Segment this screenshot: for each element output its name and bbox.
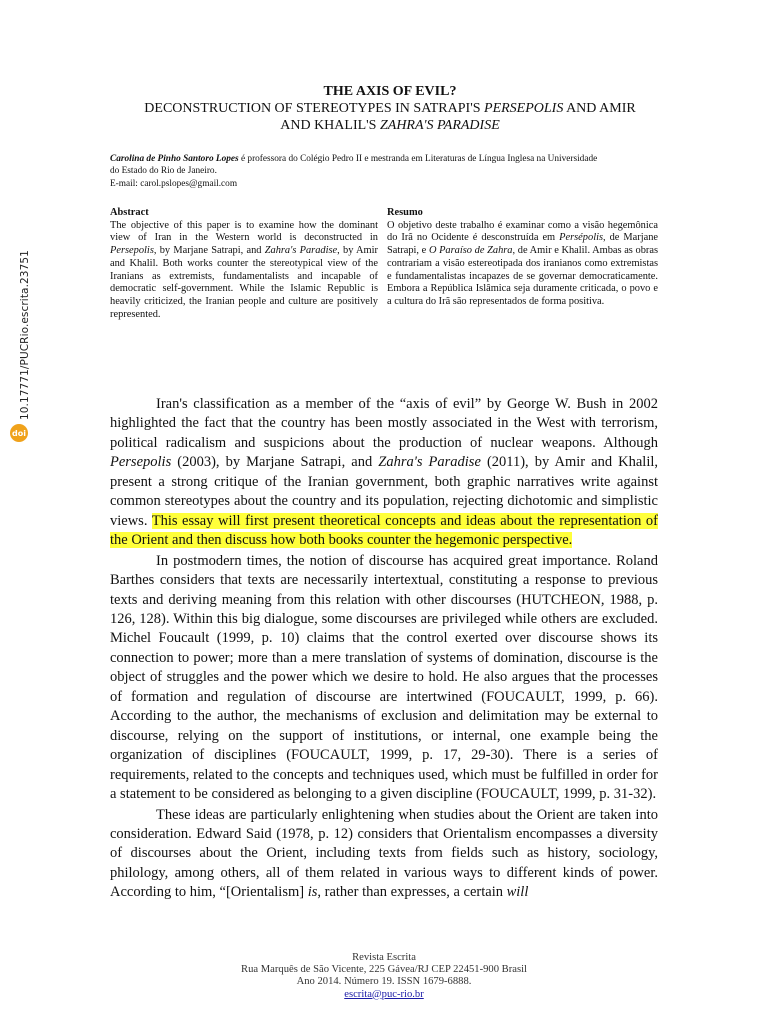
author-bio-text: é professora do Colégio Pedro II e mestranda em Literaturas de Língua Inglesa na Universidade — [238, 154, 598, 164]
resumo-section — [387, 207, 658, 309]
resumo-italic: O Paraíso de Zahra — [428, 245, 513, 257]
title-text: AND KHALIL'S — [280, 118, 380, 133]
abstract-italic: Persepolis — [110, 245, 154, 257]
title-line-1: THE AXIS OF EVIL? — [323, 84, 457, 99]
doi-link[interactable]: 10.17771/PUCRio.escrita.23751 — [19, 250, 31, 420]
resumo-span: O objetivo deste trabalho é examinar como a visão hegemônica do Irã no Ocidente é desconstruída em — [387, 219, 658, 244]
body-italic: Zahra's Paradise — [378, 454, 481, 471]
body-italic: Persepolis — [110, 454, 172, 471]
abstract-heading: Abstract — [110, 207, 149, 218]
body-italic: is — [307, 884, 318, 901]
title-italic: ZAHRA'S PARADISE — [379, 118, 500, 133]
paper-title — [100, 83, 680, 134]
doi-icon: doi — [10, 424, 28, 442]
footer-journal: Revista Escrita — [352, 952, 416, 963]
author-name: Carolina de Pinho Santoro Lopes — [110, 154, 239, 164]
title-line-2 — [100, 100, 680, 117]
resumo-span: , de Marjane Satrapi, e — [387, 232, 659, 257]
title-text: AND AMIR — [563, 101, 636, 116]
body-span: (2003), by Marjane Satrapi, and — [171, 454, 379, 471]
abstract-text — [110, 220, 378, 322]
resumo-span: , de Amir e Khalil. Ambas as obras contrariam a visão estereotipada dos iranianos como extremistas e fundamentalistas incapazes de se governar democraticamente. Embora a República Islâmica seja duramente criticada, o povo e a cultura do Irã são representados de forma positiva. — [387, 245, 659, 307]
paragraph-3 — [110, 806, 658, 903]
paragraph-2: In postmodern times, the notion of discourse has acquired great importance. Roland Barthes considers that texts are necessarily intertextual, constituting a response to previous texts and deriving meaning from this relation with other discourses (HUTCHEON, 1988, p. 126, 128). Within this big dialogue, some discourses are privileged while others are excluded. Michel Foucault (1999, p. 10) claims that the control exerted over discourse shows its connection to power; more than a mere translation of systems of domination, discourse is the object of struggles and the power which we desire to hold. He also argues that the processes of formation and regulation of discourse are intertwined (FOUCAULT, 1999, p. 66). According to the author, the mechanisms of exclusion and delimitation may be external to discourse, relying on the support of institutions, or internal, one example being the organization of disciplines (FOUCAULT, 1999, p. 17, 29-30). There is a series of requirements, related to the concepts and techniques used, which must be fulfilled in order for a statement to be considered as belonging to a given discipline (FOUCAULT, 1999, p. 31-32). — [110, 552, 658, 803]
footer-email-line — [0, 989, 768, 1001]
author-bio — [110, 153, 670, 165]
page-footer — [0, 952, 768, 1001]
abstract-italic: Zahra's Paradise — [264, 245, 338, 257]
footer-issue: Ano 2014. Número 19. ISSN 1679-6888. — [296, 976, 472, 988]
abstract-span: , by Amir and Khalil. Both works counter the stereotypical view of the Iranians as extremists, fundamentalists and incapable of democratic self-government. While the Islamic Republic is heavily criticized, the Iranian people and culture are positively represented. — [110, 245, 378, 320]
body-italic: will — [506, 884, 529, 901]
body-span: Iran's classification as a member of the “axis of evil” by George W. Bush in 2002 highlighted the fact that the country has been mostly associated in the West with terrorism, political radicalism and suspicions about the production of nuclear weapons. Although — [110, 396, 658, 451]
doi-sidebar — [6, 236, 32, 442]
body-span: , rather than expresses, a certain — [317, 884, 507, 901]
resumo-heading: Resumo — [387, 207, 423, 218]
author-info — [110, 153, 670, 190]
title-italic: PERSEPOLIS — [484, 101, 564, 116]
body-span: (2011), by Amir and Khalil, present a strong critique of the Iranian government, both graphic narratives write against common stereotypes about the country and its population, rejecting dichotomic and simplistic views. — [110, 454, 659, 529]
body-span: These ideas are particularly enlightening when studies about the Orient are taken into consideration. Edward Said (1978, p. 12) considers that Orientalism encompasses a diversity of discourses about the Orient, including texts from fields such as history, sociology, philology, among others, all of them related in various ways to different kinds of power. According to him, “[Orientalism] — [110, 806, 658, 901]
title-text: DECONSTRUCTION OF STEREOTYPES IN SATRAPI'S — [144, 101, 485, 116]
paragraph-1 — [110, 395, 658, 551]
footer-address: Rua Marquês de São Vicente, 225 Gávea/RJ CEP 22451-900 Brasil — [241, 964, 527, 976]
resumo-italic: Persépolis — [559, 232, 604, 244]
abstract-span: The objective of this paper is to examine how the dominant view of Iran in the Western world is deconstructed in — [110, 219, 378, 244]
resumo-text — [387, 220, 658, 309]
body-text — [110, 395, 658, 903]
footer-email-link[interactable]: escrita@puc-rio.br — [344, 988, 424, 1000]
author-bio-cont: do Estado do Rio de Janeiro. — [110, 166, 217, 177]
abstract-span: , by Marjane Satrapi, and — [153, 245, 265, 257]
highlighted-text: This essay will first present theoretical concepts and ideas about the representation of the Orient and then discuss how both books counter the hegemonic perspective. — [110, 512, 658, 549]
author-email: E-mail: carol.pslopes@gmail.com — [110, 178, 238, 189]
abstract-section — [110, 207, 378, 321]
title-line-3 — [100, 117, 680, 134]
